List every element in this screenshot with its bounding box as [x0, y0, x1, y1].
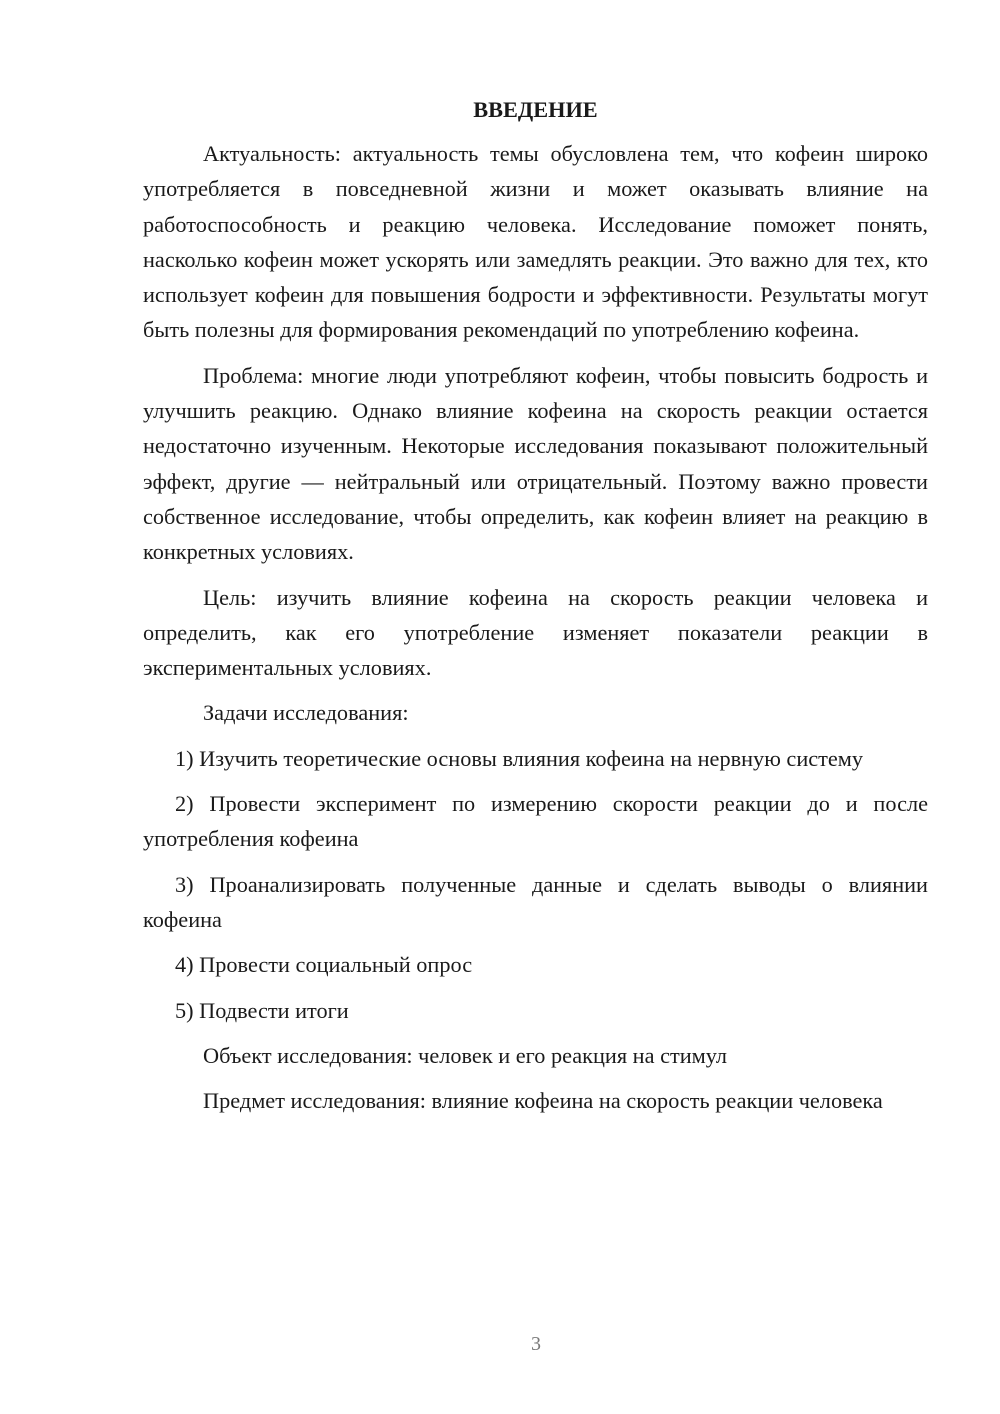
research-subject: Предмет исследования: влияние кофеина на скорость реакции человека [203, 1088, 883, 1114]
research-object: Объект исследования: человек и его реакция на стимул [203, 1042, 728, 1068]
relevance-paragraph: Актуальность: актуальность темы обусловлена тем, что кофеин широко употребляется в повседневной жизни и может оказывать влияние на работоспособность и реакцию человека. Исследование поможет понять, насколько кофеин может ускорять или замедлять реакции. Это важно для тех, кто использует кофеин для повышения бодрости и эффективности. Результаты могут быть полезны для формирования рекомендаций по употреблению кофеина. [143, 141, 928, 343]
task-item: 3) Проанализировать полученные данные и сделать выводы о влиянии кофеина [143, 871, 928, 932]
task-item: 4) Провести социальный опрос [175, 952, 473, 978]
tasks-list [143, 741, 928, 1028]
document-page [143, 92, 928, 1128]
tasks-heading: Задачи исследования: [203, 700, 409, 726]
section-title: ВВЕДЕНИЕ [473, 97, 598, 122]
task-item: 1) Изучить теоретические основы влияния кофеина на нервную систему [175, 745, 864, 771]
task-item: 5) Подвести итоги [175, 997, 349, 1023]
goal-paragraph: Цель: изучить влияние кофеина на скорость реакции человека и определить, как его употребление изменяет показатели реакции в экспериментальных условиях. [143, 584, 928, 681]
problem-paragraph: Проблема: многие люди употребляют кофеин, чтобы повысить бодрость и улучшить реакцию. Однако влияние кофеина на скорость реакции остается недостаточно изученным. Некоторые исследования показывают положительный эффект, другие — нейтральный или отрицательный. Поэтому важно провести собственное исследование, чтобы определить, как кофеин влияет на реакцию в конкретных условиях. [143, 362, 928, 565]
page-number: 3 [531, 1333, 541, 1355]
task-item: 2) Провести эксперимент по измерению скорости реакции до и после употребления кофеина [143, 791, 928, 852]
